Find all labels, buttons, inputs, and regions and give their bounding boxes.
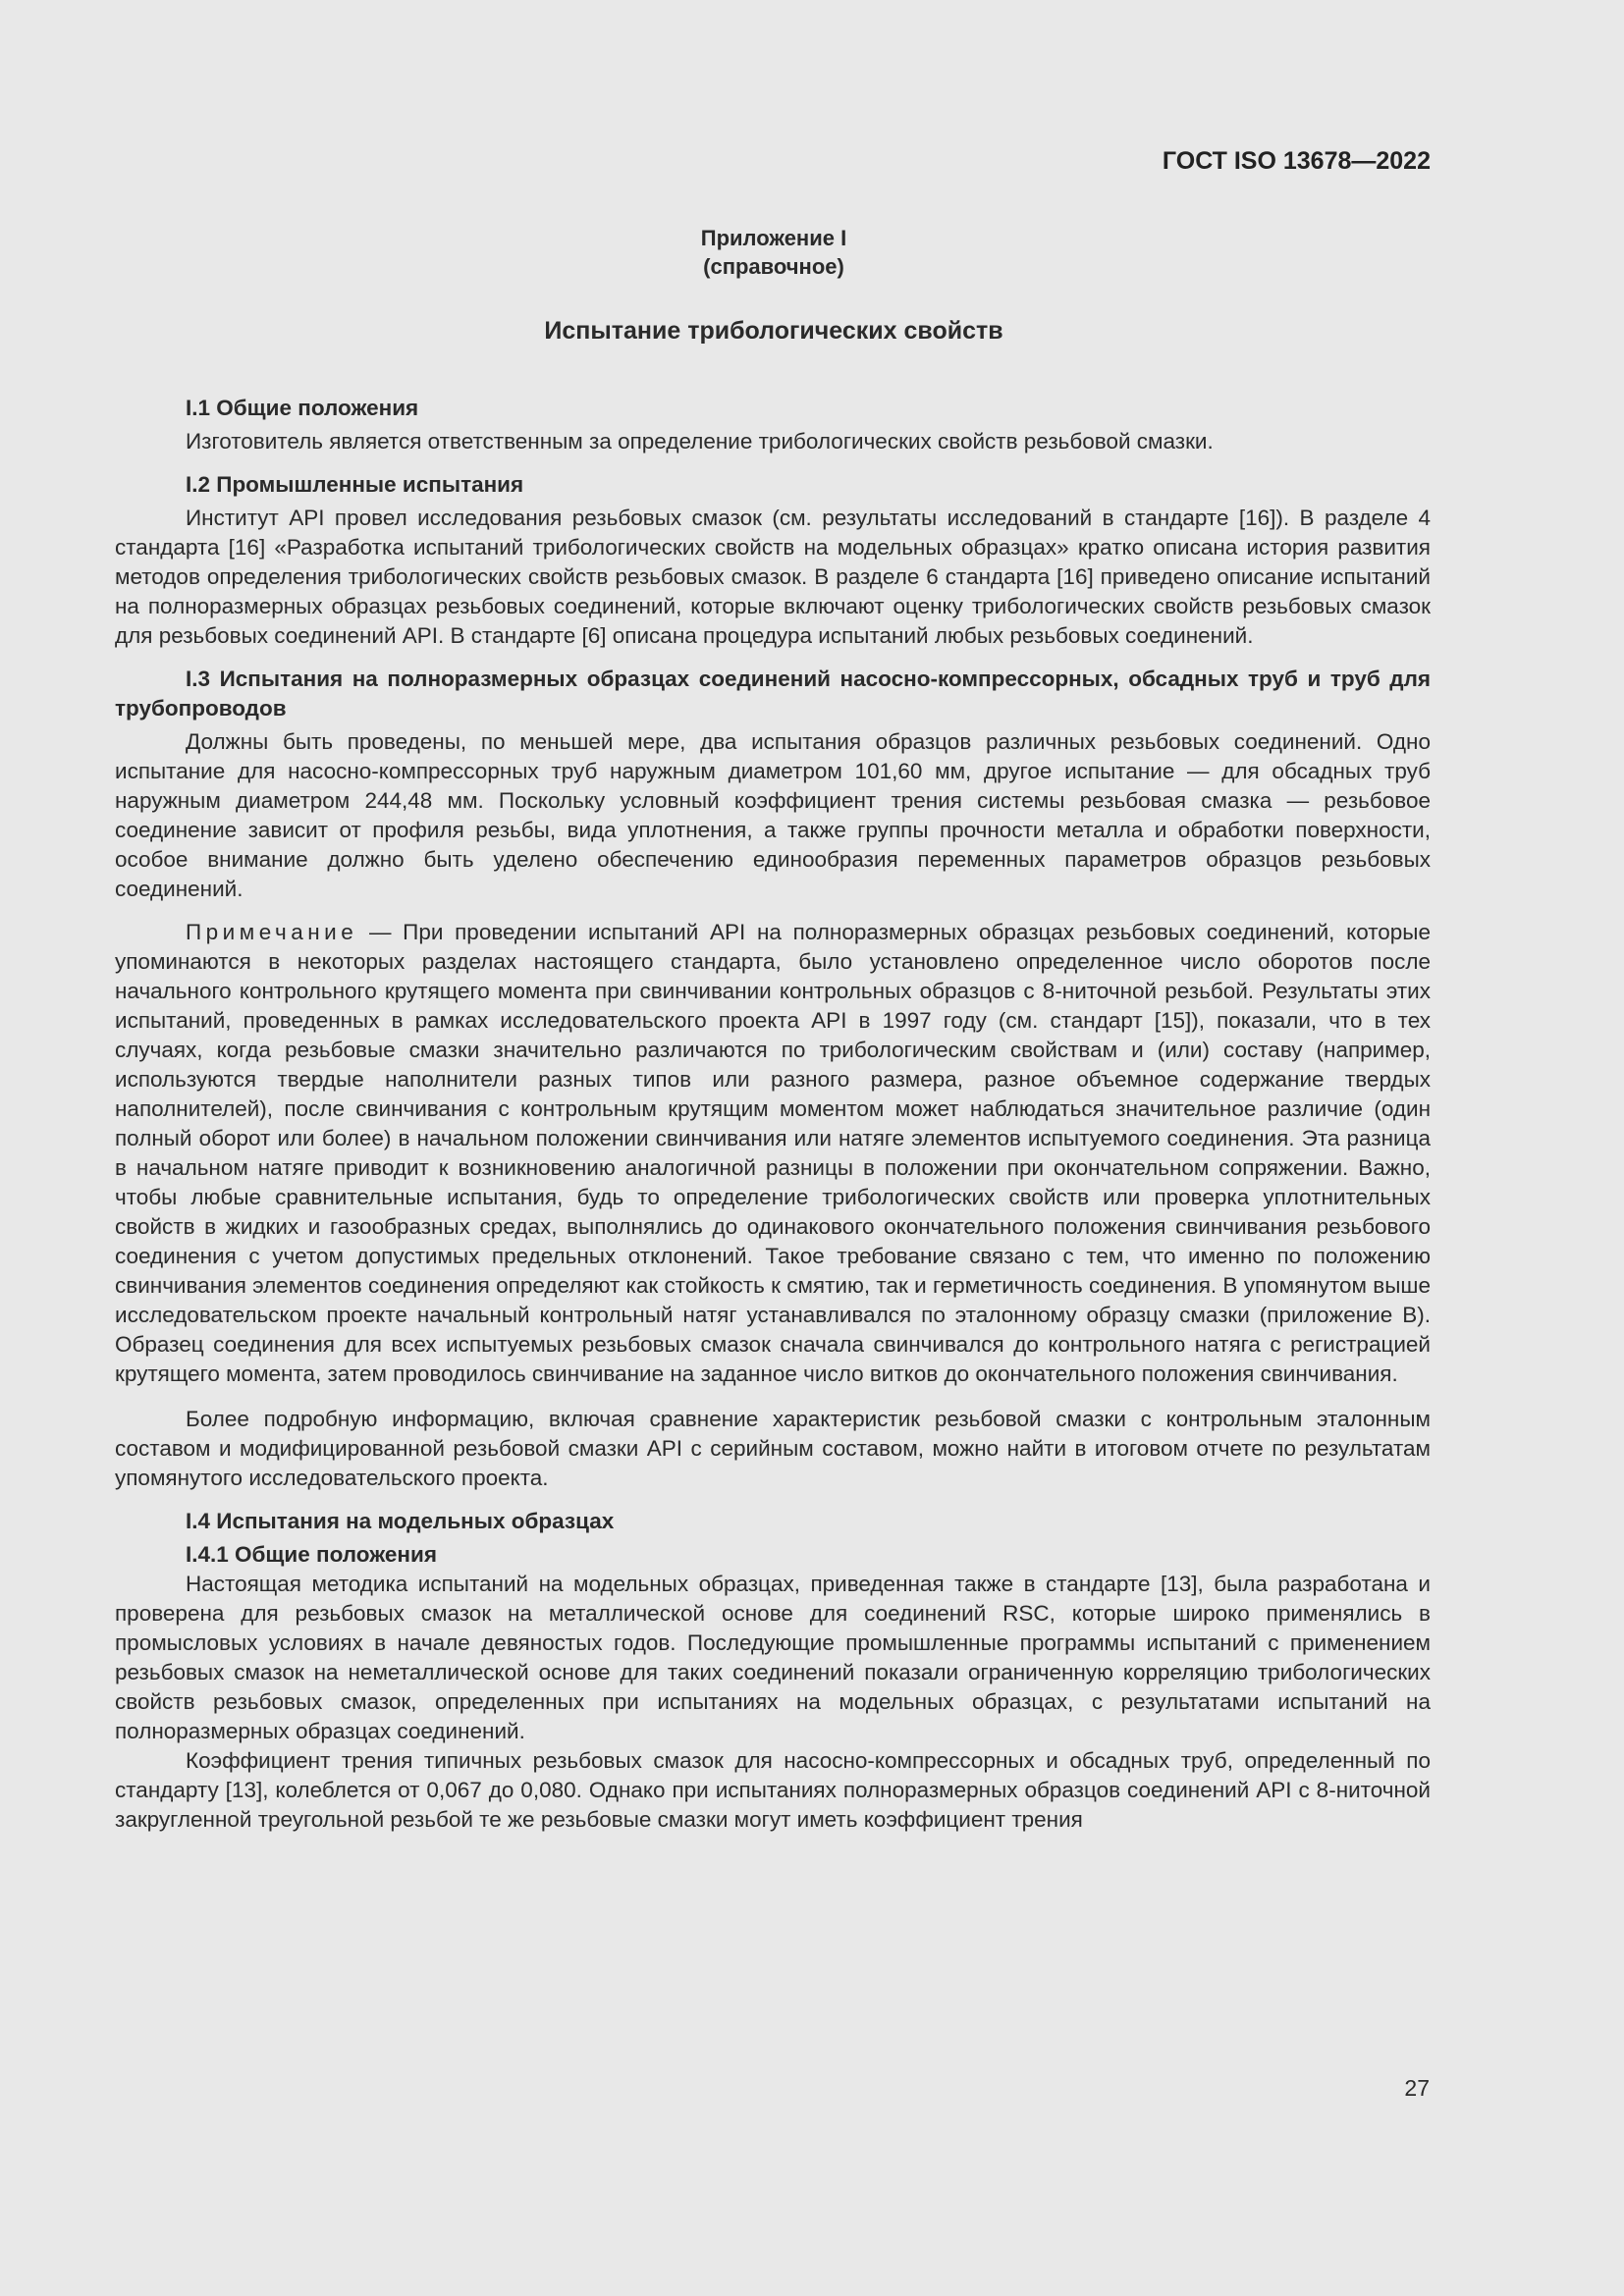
note-paragraph: [115, 918, 1431, 1389]
section-heading-i4: I.4 Испытания на модельных образцах: [186, 1509, 615, 1533]
section-heading-i1: I.1 Общие положения: [186, 396, 419, 420]
paragraph-i4-1-cont: Коэффициент трения типичных резьбовых смазок для насосно-компрессорных и обсадных труб, определенный по стандарту [13], колеблется от 0,067 до 0,080. Однако при испытаниях полноразмерных образцов соединений API с 8-ниточной закругленной треугольной резьбой те же резьбовые смазки могут иметь коэффициент трения: [115, 1748, 1431, 1832]
paragraph-i3: Должны быть проведены, по меньшей мере, два испытания образцов различных резьбовых соединений. Одно испытание для насосно-компрессорных труб наружным диаметром 101,60 мм, другое испытание — для обсадных труб наружным диаметром 244,48 мм. Поскольку условный коэффициент трения системы резьбовая смазка — резьбовое соединение зависит от профиля резьбы, вида уплотнения, а также группы прочности металла и обработки поверхности, особое внимание должно быть уделено обеспечению единообразия переменных параметров образцов резьбовых соединений.: [115, 729, 1431, 901]
annex-title: Испытание трибологических свойств: [544, 317, 1003, 345]
note-label: Примечание: [186, 920, 358, 944]
annex-label: Приложение I: [700, 226, 847, 250]
document-body: [115, 394, 1431, 1835]
section-heading-i2: I.2 Промышленные испытания: [186, 472, 524, 497]
paragraph-i4-1: Настоящая методика испытаний на модельных образцах, приведенная также в стандарте [13], была разработана и проверена для резьбовых смазок на металлической основе для соединений RSC, которые широко применялись в промысловых условиях в начале девяностых годов. Последующие промышленные программы испытаний с применением резьбовых смазок на неметаллической основе для таких соединений показали ограниченную корреляцию трибологических свойств резьбовых смазок, определенных при испытаниях на модельных образцах, с результатами испытаний на полноразмерных образцах соединений.: [115, 1572, 1431, 1743]
document-id: ГОСТ ISO 13678—2022: [1162, 147, 1431, 175]
paragraph-i3-more: Более подробную информацию, включая сравнение характеристик резьбовой смазки с контрольным эталонным составом и модифицированной резьбовой смазки API с серийным составом, можно найти в итоговом отчете по результатам упомянутого исследовательского проекта.: [115, 1407, 1431, 1490]
page-number: 27: [1404, 2075, 1430, 2101]
paragraph-i1: Изготовитель является ответственным за определение трибологических свойств резьбовой смазки.: [186, 429, 1214, 454]
section-heading-i3: I.3 Испытания на полноразмерных образцах соединений насосно-компрессорных, обсадных труб и труб для трубопроводов: [115, 667, 1431, 721]
note-text: — При проведении испытаний API на полноразмерных образцах резьбовых соединений, которые упоминаются в некоторых разделах настоящего стандарта, было установлено определенное число оборотов после начального контрольного крутящего момента при свинчивании контрольных образцов с 8-ниточной резьбой. Результаты этих испытаний, проведенных в рамках исследовательского проекта API в 1997 году (см. стандарт [15]), показали, что в тех случаях, когда резьбовые смазки значительно различаются по трибологическим свойствам и (или) составу (например, используются твердые наполнители разных типов или разного размера, разное объемное содержание твердых наполнителей), после свинчивания с контрольным крутящим моментом может наблюдаться значительное различие (один полный оборот или более) в начальном положении свинчивания или натяге элементов испытуемого соединения. Эта разница в начальном натяге приводит к возникновению аналогичной разницы в положении при окончательном сопряжении. Важно, чтобы любые сравнительные испытания, будь то определение трибологических свойств или проверка уплотнительных свойств в жидких и газообразных средах, выполнялись до одинакового окончательного положения свинчивания резьбового соединения с учетом допустимых предельных отклонений. Такое требование связано с тем, что именно по положению свинчивания элементов соединения определяют как стойкость к смятию, так и герметичность соединения. В упомянутом выше исследовательском проекте начальный контрольный натяг устанавливался по эталонному образцу смазки (приложение B). Образец соединения для всех испытуемых резьбовых смазок сначала свинчивался до контрольного натяга с регистрацией крутящего момента, затем проводилось свинчивание на заданное число витков до окончательного положения свинчивания.: [115, 920, 1431, 1386]
annex-header: [0, 224, 1547, 281]
section-heading-i4-1: I.4.1 Общие положения: [186, 1542, 437, 1567]
paragraph-i2: Институт API провел исследования резьбовых смазок (см. результаты исследований в стандарте [16]). В разделе 4 стандарта [16] «Разработка испытаний трибологических свойств на модельных образцах» кратко описана история развития методов определения трибологических свойств резьбовых смазок. В разделе 6 стандарта [16] приведено описание испытаний на полноразмерных образцах резьбовых соединений, которые включают оценку трибологических свойств резьбовых смазок для резьбовых соединений API. В стандарте [6] описана процедура испытаний любых резьбовых соединений.: [115, 506, 1431, 648]
annex-type: (справочное): [703, 254, 844, 279]
